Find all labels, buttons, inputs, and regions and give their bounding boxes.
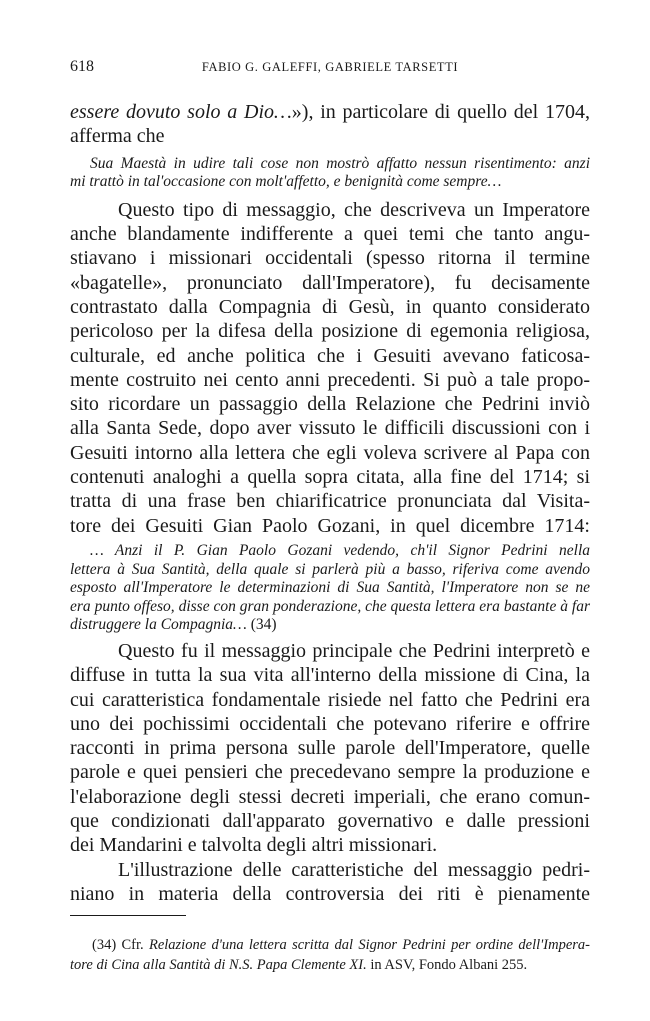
quote-line: Sua Maestà in udire tali cose non mostrò affatto nessun risentimento: anzi xyxy=(90,154,590,172)
text-line: Questo tipo di messaggio, che descriveva un Imperatore xyxy=(118,198,590,221)
text-line: «bagatelle», pronunciato dall'Imperatore), fu decisamente xyxy=(70,271,590,294)
text-line: cui caratteristica fondamentale risiede nel fatto che Pedrini era xyxy=(70,688,590,711)
quote-line: … Anzi il P. Gian Paolo Gozani vedendo, ch'il Signor Pedrini nella xyxy=(90,541,590,559)
text-line: pericoloso per la difesa della posizione di egemonia religiosa, xyxy=(70,320,590,343)
page-number: 618 xyxy=(70,58,94,75)
text-line: que condizionati dall'apparato governativo e dalle pressioni xyxy=(70,809,590,832)
paragraph-4 xyxy=(70,858,590,907)
footnote-italic: Relazione d'una lettera scritta dal Signor Pedrini per ordine dell'Impera- xyxy=(148,937,590,953)
footnote-reference: (34) xyxy=(250,616,277,634)
text-line: anche blandamente indifferente a quei temi che tanto angu- xyxy=(70,223,590,246)
text-line xyxy=(70,100,590,124)
paragraph-1 xyxy=(70,100,590,149)
text-line: mente costruito nei cento anni precedenti. Si può a tale propo- xyxy=(70,368,590,391)
block-quote-2 xyxy=(70,542,590,635)
quote-text: distruggere la Compagnia… xyxy=(70,616,247,634)
text-line: tratta di una frase ben chiarificatrice pronunciata dal Visita- xyxy=(70,490,590,513)
text-line: contenuti analoghi a quella sopra citata, alla fine del 1714; si xyxy=(70,466,590,489)
paragraph-2 xyxy=(70,198,590,538)
footnote-italic: tore di Cina alla Santità di N.S. Papa Clemente XI. xyxy=(70,957,367,973)
text-line: dei Mandarini e talvolta degli altri missionari. xyxy=(70,834,438,857)
block-quote-1 xyxy=(70,155,590,192)
footnote-line xyxy=(70,955,590,975)
quote-line: mi trattò in tal'occasione con molt'affetto, e benignità come sempre… xyxy=(70,173,502,191)
quote-line: era punto offeso, disse con gran ponderazione, che questa lettera era bastante à far xyxy=(70,597,590,615)
text-line: parole e quei pensieri che precedevano sempre la produzione e xyxy=(70,761,590,784)
footnote-separator xyxy=(70,915,186,916)
text-line: alla Santa Sede, dopo aver vissuto le difficili discussioni con i xyxy=(70,417,590,440)
running-head: FABIO G. GALEFFI, GABRIELE TARSETTI xyxy=(201,60,459,74)
footnote-line xyxy=(70,935,590,955)
text-line: Questo fu il messaggio principale che Pedrini interpretò e xyxy=(118,639,590,662)
text-line: uno dei pochissimi occidentali che potevano riferire e offrire xyxy=(70,712,590,735)
page-header xyxy=(70,58,590,78)
text-line: culturale, ed anche politica che i Gesuiti avevano faticosa- xyxy=(70,344,590,367)
text-line: racconti in prima persona sulle parole dell'Imperatore, quelle xyxy=(70,737,590,760)
text-line: contrastato dalla Compagnia di Gesù, in quanto considerato xyxy=(70,295,590,318)
quote-line: esposto all'Imperatore le determinazioni di Sua Santità, l'Imperatore non se ne xyxy=(70,579,590,597)
footnote-number: (34) Cfr. xyxy=(92,937,149,953)
italic-phrase: essere dovuto solo a Dio… xyxy=(70,101,292,123)
text-line: tore dei Gesuiti Gian Paolo Gozani, in quel dicembre 1714: xyxy=(70,514,590,537)
body-text xyxy=(70,100,590,906)
line-text: »), in particolare di quello del 1704, xyxy=(291,101,590,123)
text-line: Gesuiti intorno alla lettera che egli voleva scrivere al Papa con xyxy=(70,441,590,464)
text-line: afferma che xyxy=(70,125,165,148)
text-line: diffuse in tutta la sua vita all'interno della missione di Cina, la xyxy=(70,664,590,687)
quote-line: lettera à Sua Santità, della quale si parlerà più a basso, riferiva come avendo xyxy=(70,560,590,578)
quote-line xyxy=(70,616,590,635)
text-line: niano in materia della controversia dei riti è pienamente xyxy=(70,882,590,905)
text-line: stiavano i missionari occidentali (spesso ritorna il termine xyxy=(70,247,590,270)
text-line: sito ricordare un passaggio della Relazione che Pedrini inviò xyxy=(70,393,590,416)
footnote-text: in ASV, Fondo Albani 255. xyxy=(366,957,528,973)
footnote-34 xyxy=(70,935,590,975)
paragraph-3 xyxy=(70,639,590,858)
text-line: L'illustrazione delle caratteristiche del messaggio pedri- xyxy=(118,858,590,881)
text-line: l'elaborazione degli stessi decreti imperiali, che erano comun- xyxy=(70,785,590,808)
